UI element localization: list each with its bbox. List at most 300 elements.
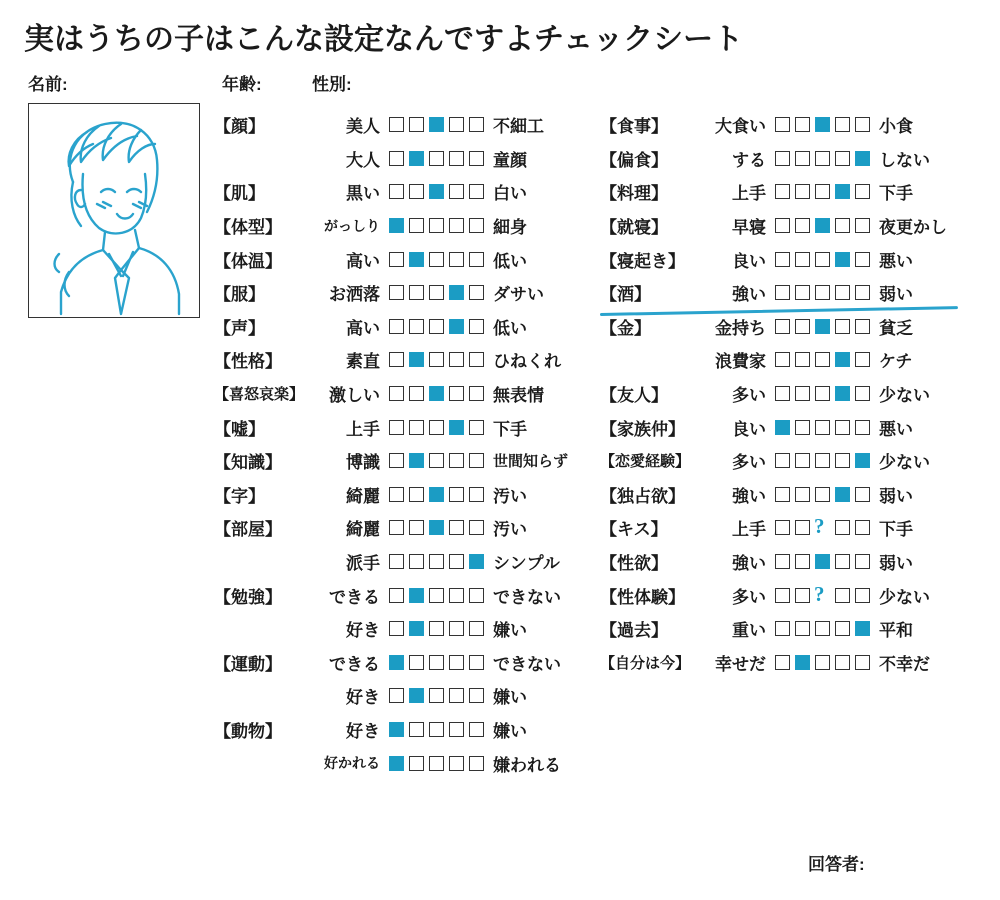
- question-row: [600, 343, 947, 377]
- scale-label-right: 貧乏: [879, 318, 913, 338]
- rating-checkbox[interactable]: [449, 487, 464, 502]
- rating-checkbox[interactable]: [409, 352, 424, 367]
- rating-checkbox[interactable]: [775, 520, 790, 535]
- rating-checkbox[interactable]: [449, 520, 464, 535]
- portrait-box[interactable]: [28, 103, 200, 318]
- rating-checkbox[interactable]: [389, 285, 404, 300]
- rating-checkbox[interactable]: [795, 453, 810, 468]
- scale-label-right: 弱い: [879, 285, 913, 305]
- rating-checkbox[interactable]: [855, 117, 870, 132]
- rating-checkbox[interactable]: [795, 319, 810, 334]
- rating-checkbox[interactable]: [389, 117, 404, 132]
- rating-checkbox[interactable]: [775, 252, 790, 267]
- scale-label-right: ひねくれ: [493, 352, 561, 372]
- rating-checkbox[interactable]: [795, 420, 810, 435]
- rating-checkbox[interactable]: [449, 588, 464, 603]
- question-category: 【肌】: [214, 184, 265, 204]
- scale-label-right: 不幸だ: [879, 654, 930, 674]
- rating-scale[interactable]: [389, 319, 484, 334]
- scale-label-right: 少ない: [879, 587, 930, 607]
- rating-checkbox[interactable]: [775, 117, 790, 132]
- rating-checkbox[interactable]: [389, 756, 404, 771]
- scale-label-right: ダサい: [493, 285, 544, 305]
- rating-checkbox[interactable]: [409, 453, 424, 468]
- scale-label-left: お洒落: [329, 285, 380, 305]
- rating-checkbox[interactable]: [795, 621, 810, 636]
- rating-checkbox[interactable]: [855, 218, 870, 233]
- rating-checkbox[interactable]: [835, 184, 850, 199]
- rating-checkbox[interactable]: [795, 151, 810, 166]
- rating-scale[interactable]: [775, 184, 870, 199]
- scale-label-left: 綺麗: [346, 486, 380, 506]
- question-category: 【部屋】: [214, 520, 282, 540]
- rating-checkbox[interactable]: [795, 588, 810, 603]
- scale-label-left: できる: [329, 587, 380, 607]
- rating-checkbox[interactable]: [855, 487, 870, 502]
- rating-checkbox[interactable]: [409, 285, 424, 300]
- rating-scale[interactable]: [389, 184, 484, 199]
- question-row: [214, 679, 568, 713]
- rating-checkbox[interactable]: [449, 252, 464, 267]
- rating-checkbox[interactable]: [469, 352, 484, 367]
- rating-checkbox[interactable]: [775, 352, 790, 367]
- rating-checkbox[interactable]: [775, 285, 790, 300]
- rating-checkbox[interactable]: [409, 487, 424, 502]
- rating-checkbox[interactable]: [835, 352, 850, 367]
- rating-checkbox[interactable]: [469, 252, 484, 267]
- scale-label-left: する: [732, 150, 766, 170]
- scale-label-left: 強い: [732, 285, 766, 305]
- scale-label-left: 多い: [732, 453, 766, 473]
- scale-label-right: 汚い: [493, 520, 527, 540]
- rating-checkbox[interactable]: [429, 184, 444, 199]
- question-row: [214, 108, 568, 142]
- rating-scale[interactable]: [775, 319, 870, 334]
- rating-checkbox[interactable]: [469, 621, 484, 636]
- rating-checkbox[interactable]: [449, 151, 464, 166]
- scale-label-right: 不細工: [493, 117, 544, 137]
- rating-checkbox[interactable]: [835, 319, 850, 334]
- rating-scale[interactable]: [775, 252, 870, 267]
- rating-scale[interactable]: [775, 554, 870, 569]
- rating-checkbox[interactable]: [409, 588, 424, 603]
- rating-checkbox[interactable]: [835, 252, 850, 267]
- question-category: 【運動】: [214, 654, 282, 674]
- rating-checkbox[interactable]: [449, 453, 464, 468]
- question-category: 【過去】: [600, 621, 668, 641]
- rating-checkbox[interactable]: [775, 218, 790, 233]
- rating-checkbox[interactable]: [775, 386, 790, 401]
- rating-scale[interactable]: [389, 588, 484, 603]
- rating-checkbox[interactable]: [815, 520, 830, 535]
- rating-checkbox[interactable]: [469, 453, 484, 468]
- scale-label-right: 嫌い: [493, 621, 527, 641]
- rating-checkbox[interactable]: [429, 252, 444, 267]
- rating-checkbox[interactable]: [815, 655, 830, 670]
- rating-scale[interactable]: [389, 285, 484, 300]
- rating-checkbox[interactable]: [449, 688, 464, 703]
- question-category: 【キス】: [600, 520, 668, 540]
- rating-scale[interactable]: [389, 554, 484, 569]
- rating-checkbox[interactable]: [855, 655, 870, 670]
- rating-checkbox[interactable]: [795, 117, 810, 132]
- question-category: 【独占欲】: [600, 486, 685, 506]
- rating-checkbox[interactable]: [815, 487, 830, 502]
- rating-checkbox[interactable]: [429, 756, 444, 771]
- rating-scale[interactable]: [389, 688, 484, 703]
- rating-checkbox[interactable]: [469, 117, 484, 132]
- rating-checkbox[interactable]: [775, 655, 790, 670]
- rating-checkbox[interactable]: [855, 588, 870, 603]
- rating-checkbox[interactable]: [389, 655, 404, 670]
- rating-scale[interactable]: [775, 588, 870, 603]
- rating-checkbox[interactable]: [815, 285, 830, 300]
- rating-checkbox[interactable]: [409, 386, 424, 401]
- rating-scale[interactable]: [389, 722, 484, 737]
- rating-checkbox[interactable]: [409, 218, 424, 233]
- rating-checkbox[interactable]: [389, 319, 404, 334]
- rating-checkbox[interactable]: [389, 151, 404, 166]
- rating-checkbox[interactable]: [449, 386, 464, 401]
- rating-scale[interactable]: [775, 386, 870, 401]
- rating-checkbox[interactable]: [449, 218, 464, 233]
- rating-scale[interactable]: [389, 386, 484, 401]
- rating-checkbox[interactable]: [469, 487, 484, 502]
- scale-label-left: がっしり: [324, 217, 380, 234]
- rating-checkbox[interactable]: [469, 218, 484, 233]
- rating-checkbox[interactable]: [835, 420, 850, 435]
- question-row: [600, 175, 947, 209]
- rating-checkbox[interactable]: [449, 352, 464, 367]
- question-category: 【体型】: [214, 218, 282, 238]
- rating-checkbox[interactable]: [429, 218, 444, 233]
- rating-scale[interactable]: [775, 520, 870, 535]
- rating-scale[interactable]: [775, 453, 870, 468]
- rating-checkbox[interactable]: [449, 285, 464, 300]
- rating-checkbox[interactable]: [855, 352, 870, 367]
- rating-checkbox[interactable]: [815, 420, 830, 435]
- rating-checkbox[interactable]: [469, 520, 484, 535]
- left-question-column: [214, 108, 568, 780]
- rating-checkbox[interactable]: [835, 621, 850, 636]
- scale-label-right: 白い: [493, 184, 527, 204]
- rating-checkbox[interactable]: [835, 285, 850, 300]
- rating-scale[interactable]: [389, 655, 484, 670]
- rating-checkbox[interactable]: [409, 184, 424, 199]
- rating-checkbox[interactable]: [449, 117, 464, 132]
- rating-checkbox[interactable]: [855, 520, 870, 535]
- rating-checkbox[interactable]: [815, 453, 830, 468]
- rating-checkbox[interactable]: [429, 319, 444, 334]
- question-row: [214, 511, 568, 545]
- rating-checkbox[interactable]: [815, 151, 830, 166]
- rating-checkbox[interactable]: [449, 184, 464, 199]
- question-row: [214, 578, 568, 612]
- scale-label-left: 大食い: [715, 117, 766, 137]
- rating-checkbox[interactable]: [429, 588, 444, 603]
- rating-checkbox[interactable]: [389, 487, 404, 502]
- rating-checkbox[interactable]: [389, 554, 404, 569]
- rating-checkbox[interactable]: [449, 554, 464, 569]
- scale-label-right: できない: [493, 587, 561, 607]
- question-category: 【性格】: [214, 352, 282, 372]
- rating-checkbox[interactable]: [409, 688, 424, 703]
- rating-checkbox[interactable]: [835, 655, 850, 670]
- rating-checkbox[interactable]: [855, 386, 870, 401]
- question-row: [600, 142, 947, 176]
- rating-checkbox[interactable]: [795, 252, 810, 267]
- rating-scale[interactable]: [775, 218, 870, 233]
- rating-scale[interactable]: [389, 487, 484, 502]
- rating-checkbox[interactable]: [429, 285, 444, 300]
- rating-checkbox[interactable]: [409, 117, 424, 132]
- rating-checkbox[interactable]: [795, 352, 810, 367]
- rating-checkbox[interactable]: [389, 218, 404, 233]
- scale-label-left: 多い: [732, 587, 766, 607]
- rating-checkbox[interactable]: [449, 319, 464, 334]
- scale-label-right: 少ない: [879, 453, 930, 473]
- rating-checkbox[interactable]: [775, 588, 790, 603]
- question-row: [600, 578, 947, 612]
- rating-scale[interactable]: [775, 151, 870, 166]
- question-category: 【酒】: [600, 285, 651, 305]
- question-category: 【友人】: [600, 386, 668, 406]
- rating-scale[interactable]: [389, 218, 484, 233]
- rating-checkbox[interactable]: [469, 420, 484, 435]
- rating-checkbox[interactable]: [389, 420, 404, 435]
- rating-checkbox[interactable]: [409, 520, 424, 535]
- rating-checkbox[interactable]: [795, 218, 810, 233]
- rating-checkbox[interactable]: [835, 151, 850, 166]
- scale-label-right: 弱い: [879, 486, 913, 506]
- rating-checkbox[interactable]: [409, 756, 424, 771]
- rating-scale[interactable]: [775, 487, 870, 502]
- question-category: 【金】: [600, 318, 651, 338]
- rating-scale[interactable]: [775, 352, 870, 367]
- scale-label-left: 上手: [732, 520, 766, 540]
- scale-label-left: 重い: [732, 621, 766, 641]
- rating-checkbox[interactable]: [775, 151, 790, 166]
- rating-checkbox[interactable]: [855, 420, 870, 435]
- rating-scale[interactable]: [775, 420, 870, 435]
- rating-checkbox[interactable]: [469, 588, 484, 603]
- label-age: 年齢:: [222, 75, 262, 94]
- rating-scale[interactable]: [775, 655, 870, 670]
- rating-checkbox[interactable]: [835, 218, 850, 233]
- scale-label-left: 好き: [346, 621, 380, 641]
- rating-scale[interactable]: [775, 621, 870, 636]
- question-category: 【自分は今】: [600, 654, 691, 672]
- question-category: 【恋愛経験】: [600, 453, 691, 471]
- rating-scale[interactable]: [389, 453, 484, 468]
- rating-checkbox[interactable]: [469, 386, 484, 401]
- question-category: 【就寝】: [600, 218, 668, 238]
- scale-label-left: 多い: [732, 386, 766, 406]
- scale-label-left: 好かれる: [324, 755, 380, 772]
- rating-checkbox[interactable]: [409, 655, 424, 670]
- rating-checkbox[interactable]: [855, 184, 870, 199]
- question-row: [214, 343, 568, 377]
- rating-checkbox[interactable]: [469, 319, 484, 334]
- rating-checkbox[interactable]: [429, 352, 444, 367]
- rating-scale[interactable]: [389, 520, 484, 535]
- rating-scale[interactable]: [389, 420, 484, 435]
- scale-label-right: シンプル: [493, 554, 560, 574]
- rating-checkbox[interactable]: [835, 453, 850, 468]
- rating-checkbox[interactable]: [469, 554, 484, 569]
- rating-checkbox[interactable]: [815, 252, 830, 267]
- scale-label-left: 好き: [346, 688, 380, 708]
- rating-checkbox[interactable]: [815, 588, 830, 603]
- question-row: [600, 209, 947, 243]
- scale-label-right: 低い: [493, 318, 527, 338]
- rating-checkbox[interactable]: [795, 554, 810, 569]
- scale-label-right: 下手: [493, 419, 527, 439]
- scale-label-left: 大人: [346, 150, 380, 170]
- rating-checkbox[interactable]: [835, 588, 850, 603]
- rating-checkbox[interactable]: [469, 756, 484, 771]
- scale-label-left: 浪費家: [715, 352, 766, 372]
- scale-label-right: 細身: [493, 218, 527, 238]
- rating-checkbox[interactable]: [389, 386, 404, 401]
- rating-checkbox[interactable]: [855, 621, 870, 636]
- rating-checkbox[interactable]: [775, 319, 790, 334]
- rating-checkbox[interactable]: [389, 621, 404, 636]
- rating-checkbox[interactable]: [449, 655, 464, 670]
- rating-checkbox[interactable]: [855, 285, 870, 300]
- rating-checkbox[interactable]: [389, 184, 404, 199]
- rating-checkbox[interactable]: [469, 722, 484, 737]
- rating-checkbox[interactable]: [389, 722, 404, 737]
- rating-checkbox[interactable]: [409, 722, 424, 737]
- rating-checkbox[interactable]: [429, 117, 444, 132]
- rating-checkbox[interactable]: [389, 352, 404, 367]
- rating-checkbox[interactable]: [469, 184, 484, 199]
- rating-checkbox[interactable]: [815, 621, 830, 636]
- rating-checkbox[interactable]: [429, 520, 444, 535]
- rating-checkbox[interactable]: [815, 117, 830, 132]
- rating-checkbox[interactable]: [855, 252, 870, 267]
- scale-label-left: 金持ち: [715, 318, 766, 338]
- rating-checkbox[interactable]: [815, 554, 830, 569]
- rating-scale[interactable]: [389, 756, 484, 771]
- rating-checkbox[interactable]: [775, 453, 790, 468]
- scale-label-right: ケチ: [879, 352, 913, 372]
- scale-label-right: 童顔: [493, 150, 527, 170]
- rating-checkbox[interactable]: [815, 352, 830, 367]
- rating-checkbox[interactable]: [449, 621, 464, 636]
- rating-checkbox[interactable]: [429, 420, 444, 435]
- rating-checkbox[interactable]: [795, 487, 810, 502]
- rating-checkbox[interactable]: [775, 621, 790, 636]
- question-row: [214, 276, 568, 310]
- rating-checkbox[interactable]: [835, 520, 850, 535]
- rating-checkbox[interactable]: [815, 319, 830, 334]
- rating-checkbox[interactable]: [409, 621, 424, 636]
- question-row: [214, 209, 568, 243]
- rating-checkbox[interactable]: [409, 252, 424, 267]
- rating-checkbox[interactable]: [429, 453, 444, 468]
- rating-checkbox[interactable]: [429, 655, 444, 670]
- rating-checkbox[interactable]: [775, 184, 790, 199]
- scale-label-right: 汚い: [493, 486, 527, 506]
- rating-checkbox[interactable]: [409, 151, 424, 166]
- rating-scale[interactable]: [389, 117, 484, 132]
- rating-checkbox[interactable]: [429, 688, 444, 703]
- rating-checkbox[interactable]: [795, 520, 810, 535]
- scale-label-left: 激しい: [329, 386, 380, 406]
- scale-label-left: 綺麗: [346, 520, 380, 540]
- rating-checkbox[interactable]: [429, 554, 444, 569]
- scale-label-right: 悪い: [879, 251, 913, 271]
- rating-checkbox[interactable]: [795, 285, 810, 300]
- rating-checkbox[interactable]: [835, 554, 850, 569]
- rating-checkbox[interactable]: [775, 487, 790, 502]
- rating-checkbox[interactable]: [429, 722, 444, 737]
- rating-checkbox[interactable]: [775, 420, 790, 435]
- rating-checkbox[interactable]: [795, 655, 810, 670]
- rating-checkbox[interactable]: [815, 386, 830, 401]
- question-category: 【動物】: [214, 721, 282, 741]
- rating-scale[interactable]: [389, 252, 484, 267]
- question-row: [214, 646, 568, 680]
- label-sex: 性別:: [312, 75, 352, 94]
- rating-checkbox[interactable]: [815, 184, 830, 199]
- rating-checkbox[interactable]: [409, 554, 424, 569]
- rating-scale[interactable]: [389, 621, 484, 636]
- rating-checkbox[interactable]: [429, 151, 444, 166]
- question-category: 【性体験】: [600, 587, 685, 607]
- rating-scale[interactable]: [389, 151, 484, 166]
- rating-checkbox[interactable]: [409, 420, 424, 435]
- rating-checkbox[interactable]: [429, 386, 444, 401]
- rating-checkbox[interactable]: [855, 319, 870, 334]
- rating-checkbox[interactable]: [815, 218, 830, 233]
- rating-checkbox[interactable]: [449, 420, 464, 435]
- rating-checkbox[interactable]: [389, 252, 404, 267]
- rating-checkbox[interactable]: [409, 319, 424, 334]
- rating-checkbox[interactable]: [449, 756, 464, 771]
- rating-checkbox[interactable]: [835, 487, 850, 502]
- rating-checkbox[interactable]: [855, 453, 870, 468]
- rating-checkbox[interactable]: [429, 621, 444, 636]
- rating-checkbox[interactable]: [469, 688, 484, 703]
- question-row: [600, 242, 947, 276]
- rating-scale[interactable]: [775, 285, 870, 300]
- rating-scale[interactable]: [389, 352, 484, 367]
- rating-checkbox[interactable]: [775, 554, 790, 569]
- question-row: [214, 175, 568, 209]
- question-row: [214, 545, 568, 579]
- rating-checkbox[interactable]: [389, 588, 404, 603]
- rating-checkbox[interactable]: [855, 151, 870, 166]
- rating-checkbox[interactable]: [795, 386, 810, 401]
- rating-scale[interactable]: [775, 117, 870, 132]
- rating-checkbox[interactable]: [835, 117, 850, 132]
- rating-checkbox[interactable]: [469, 285, 484, 300]
- rating-checkbox[interactable]: [389, 520, 404, 535]
- rating-checkbox[interactable]: [389, 688, 404, 703]
- rating-checkbox[interactable]: [449, 722, 464, 737]
- question-row: [600, 108, 947, 142]
- rating-checkbox[interactable]: [835, 386, 850, 401]
- rating-checkbox[interactable]: [469, 151, 484, 166]
- rating-checkbox[interactable]: [389, 453, 404, 468]
- rating-checkbox[interactable]: [855, 554, 870, 569]
- rating-checkbox[interactable]: [429, 487, 444, 502]
- rating-checkbox[interactable]: [469, 655, 484, 670]
- rating-checkbox[interactable]: [795, 184, 810, 199]
